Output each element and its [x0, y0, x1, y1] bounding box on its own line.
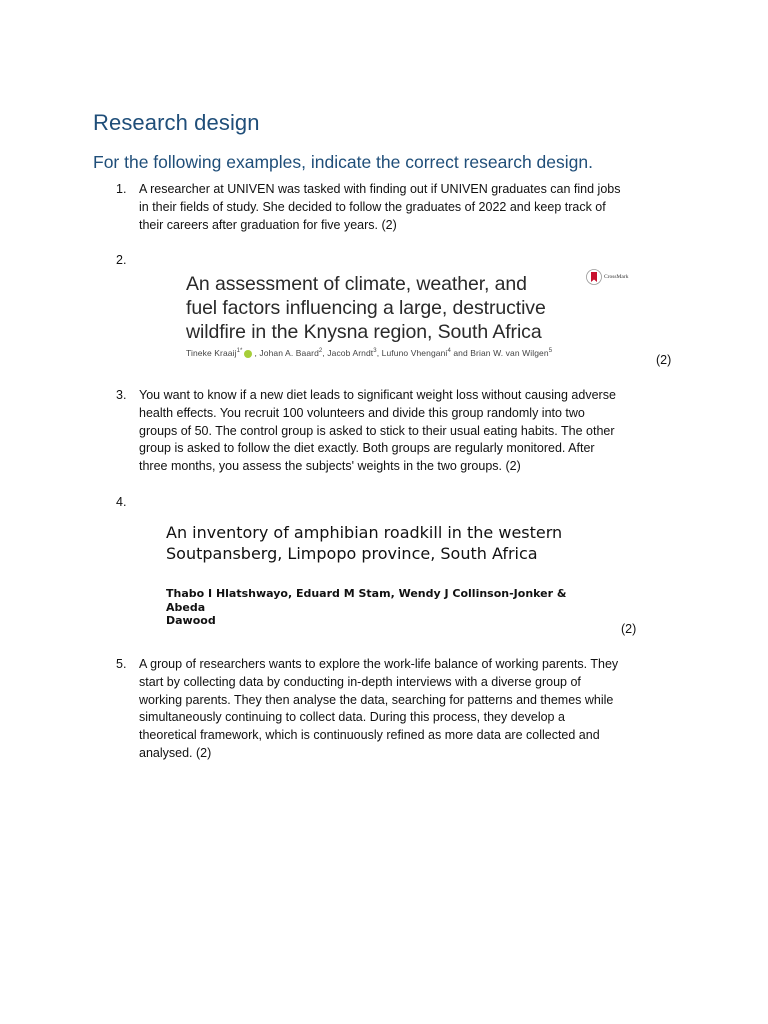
- item-5-line: simultaneously continuing to collect data. During this process, they develop a: [139, 710, 565, 725]
- item-4-marks: (2): [621, 622, 637, 636]
- paper-1-title-line: fuel factors influencing a large, destructive: [186, 297, 546, 319]
- item-3-line: three months, you assess the subjects' weights in the two groups. (2): [139, 459, 521, 474]
- paper-1-author-affiliation: 2: [318, 348, 323, 355]
- item-number-1: 1.: [116, 182, 127, 196]
- paper-1-author-affiliation: 1*: [236, 348, 243, 355]
- paper-2-title: [166, 522, 626, 564]
- paper-1-author: Tineke Kraaij: [186, 348, 237, 358]
- item-1-text: [139, 181, 669, 234]
- item-5-line: theoretical framework, which is continuously refined as more data are collected and: [139, 728, 600, 743]
- item-2-marks: (2): [656, 353, 672, 367]
- paper-1-author: , Jacob Arndt: [322, 348, 374, 358]
- item-5-line: working parents. They then analyse the data, searching for patterns and themes while: [139, 692, 614, 707]
- paper-1-author: , Lufuno Vhengani: [376, 348, 448, 358]
- paper-1-title-line: wildfire in the Knysna region, South Africa: [186, 321, 542, 343]
- item-number-5: 5.: [116, 657, 127, 671]
- orcid-icon: [244, 350, 252, 358]
- item-number-2: 2.: [116, 253, 127, 267]
- paper-2-title-line: Soutpansberg, Limpopo province, South Africa: [166, 544, 538, 563]
- crossmark-icon: [586, 269, 602, 285]
- item-1-line: in their fields of study. She decided to follow the graduates of 2022 and keep track of: [139, 199, 606, 214]
- paper-2-authors: [166, 587, 606, 628]
- paper-1-authors: [186, 348, 552, 358]
- item-5-line: A group of researchers wants to explore the work-life balance of working parents. They: [139, 657, 619, 671]
- item-5-text: [139, 656, 669, 763]
- paper-1-author: and Brian W. van Wilgen: [450, 348, 549, 358]
- item-3-line: groups of 50. The control group is asked to stick to their usual eating habits. The other: [139, 423, 615, 438]
- item-number-4: 4.: [116, 495, 127, 509]
- item-3-text: [139, 387, 669, 476]
- paper-2-title-line: An inventory of amphibian roadkill in the western: [166, 523, 563, 542]
- item-3-line: You want to know if a new diet leads to significant weight loss without causing adverse: [139, 388, 616, 402]
- item-1-line: their careers after graduation for five years. (2): [139, 217, 397, 232]
- paper-1-author-affiliation: 5: [548, 348, 553, 355]
- paper-1-author: , Johan A. Baard: [254, 348, 319, 358]
- page-title: Research design: [93, 110, 260, 135]
- instructions-heading: For the following examples, indicate the correct research design.: [93, 152, 593, 172]
- item-number-3: 3.: [116, 388, 127, 402]
- paper-1-author-affiliation: 4: [447, 348, 451, 355]
- paper-1-title: [186, 272, 586, 344]
- item-5-line: analysed. (2): [139, 745, 212, 760]
- paper-2-author-line: Thabo I Hlatshwayo, Eduard M Stam, Wendy J Collinson-Jonker & Abeda: [166, 587, 567, 614]
- item-3-line: health effects. You recruit 100 volunteers and divide this group randomly into two: [139, 405, 585, 420]
- paper-1-author-affiliation: 3: [373, 348, 377, 355]
- item-3-line: group is asked to follow the diet exactly. Both groups are regularly monitored. After: [139, 441, 595, 456]
- item-1-line: A researcher at UNIVEN was tasked with finding out if UNIVEN graduates can find jobs: [139, 182, 621, 196]
- paper-2-author-line: Dawood: [166, 614, 216, 627]
- crossmark-label: CrossMark: [604, 274, 629, 280]
- crossmark-logo: [586, 269, 638, 285]
- paper-1-title-line: An assessment of climate, weather, and: [186, 273, 527, 295]
- item-5-line: start by collecting data by conducting in-depth interviews with a diverse group of: [139, 674, 581, 689]
